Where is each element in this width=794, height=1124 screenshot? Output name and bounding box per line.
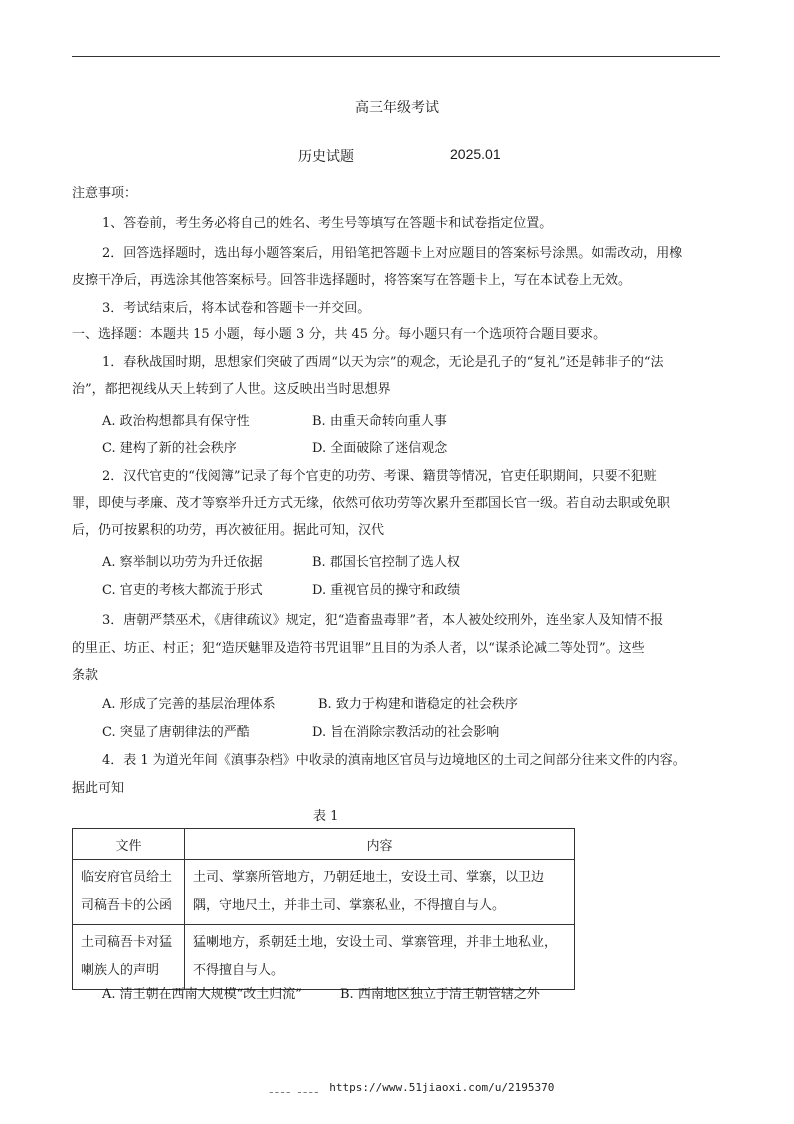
- table-cell: 土司、掌寨所管地方，乃朝廷地土，安设土司、掌寨，以卫边隅，守地尺土，并非土司、掌寨私业，不得擅自与人。: [185, 860, 575, 925]
- question-3-text: 条款: [72, 668, 99, 683]
- table-row: [73, 925, 575, 990]
- footer-url[interactable]: https://www.51jiaoxi.com/u/2195370: [329, 1081, 555, 1094]
- table-header-row: [73, 829, 575, 860]
- question-4-text: 据此可知: [72, 781, 125, 796]
- table-cell: 土司稿吾卡对猛喇族人的声明: [73, 925, 185, 990]
- notice-heading: 注意事项：: [72, 186, 138, 201]
- question-4-option-a: A. 清王朝在西南大规模“改土归流”: [102, 987, 302, 1002]
- question-2-text: 2．汉代官吏的“伐阅簿”记录了每个官吏的功劳、考课、籍贯等情况，官吏任职期间，只要不犯赃: [102, 469, 657, 484]
- table-header-cell: 文件: [73, 829, 185, 860]
- notice-line: 1、答卷前，考生务必将自己的姓名、考生号等填写在答题卡和试卷指定位置。: [102, 216, 553, 231]
- question-4-text: 4．表 1 为道光年间《滇事杂档》中收录的滇南地区官员与边境地区的土司之间部分往来文件的内容。: [102, 753, 686, 768]
- question-3-option-d: D. 旨在消除宗教活动的社会影响: [312, 725, 500, 740]
- question-1-option-d: D. 全面破除了迷信观念: [312, 441, 448, 456]
- header-rule: [72, 56, 720, 57]
- question-2-option-a: A. 察举制以功劳为升迁依据: [102, 555, 263, 570]
- table-row: [73, 860, 575, 925]
- exam-date: 2025.01: [450, 146, 501, 162]
- table-cell: 猛喇地方，系朝廷土地，安设土司、掌寨管理，并非土地私业，不得擅自与人。: [185, 925, 575, 990]
- notice-line: 2．回答选择题时，选出每小题答案后，用铅笔把答题卡上对应题目的答案标号涂黑。如需改动，用橡: [102, 246, 683, 261]
- question-4-option-b: B. 西南地区独立于清王朝管辖之外: [340, 987, 540, 1002]
- table-caption: 表 1: [313, 809, 339, 824]
- question-2-option-d: D. 重视官员的操守和政绩: [312, 583, 461, 598]
- question-2-option-b: B. 郡国长官控制了选人权: [312, 555, 460, 570]
- question-2-option-c: C. 官吏的考核大都流于形式: [102, 583, 263, 598]
- question-2-text: 后，仍可按累积的功劳，再次被征用。据此可知，汉代: [72, 523, 385, 538]
- notice-line: 皮擦干净后，再选涂其他答案标号。回答非选择题时，将答案写在答题卡上，写在本试卷上无效。: [72, 273, 632, 288]
- question-2-text: 罪，即使与孝廉、茂才等察举升迁方式无缘，依然可依功劳等次累升至郡国长官一级。若自动去职或免职: [72, 496, 671, 511]
- question-3-text: 的里正、坊正、村正；犯“造厌魅罪及造符书咒诅罪”且目的为杀人者，以“谋杀论减二等处罚”。这些: [72, 641, 645, 656]
- question-3-text: 3．唐朝严禁巫术，《唐律疏议》规定，犯“造畜蛊毒罪”者，本人被处绞刑外，连坐家人及知情不报: [102, 613, 664, 628]
- notice-line: 3．考试结束后，将本试卷和答题卡一并交回。: [102, 301, 371, 316]
- question-1-option-c: C. 建构了新的社会秩序: [102, 441, 237, 456]
- section-heading: 一、选择题：本题共 15 小题，每小题 3 分，共 45 分。每小题只有一个选项符合题目要求。: [72, 327, 607, 342]
- question-3-option-a: A. 形成了完善的基层治理体系: [102, 697, 276, 712]
- table-header-cell: 内容: [185, 829, 575, 860]
- table-1: [72, 828, 575, 990]
- exam-subject: 历史试题: [298, 149, 354, 165]
- question-3-option-c: C. 突显了唐朝律法的严酷: [102, 725, 250, 740]
- exam-title: 高三年级考试: [355, 100, 439, 116]
- table-cell: 临安府官员给土司稿吾卡的公函: [73, 860, 185, 925]
- question-1-option-b: B. 由重天命转向重人事: [312, 414, 447, 429]
- footer-watermark: [268, 1081, 554, 1094]
- question-1-text: 治”，都把视线从天上转到了人世。这反映出当时思想界: [72, 382, 391, 397]
- question-1-option-a: A. 政治构想都具有保守性: [102, 414, 250, 429]
- question-3-option-b: B. 致力于构建和谐稳定的社会秩序: [318, 697, 518, 712]
- footer-mark: ˍˍˍˍ ˍˍˍˍ: [268, 1081, 319, 1094]
- question-1-text: 1．春秋战国时期，思想家们突破了西周“以天为宗”的观念，无论是孔子的“复礼”还是韩非子的“法: [102, 355, 664, 370]
